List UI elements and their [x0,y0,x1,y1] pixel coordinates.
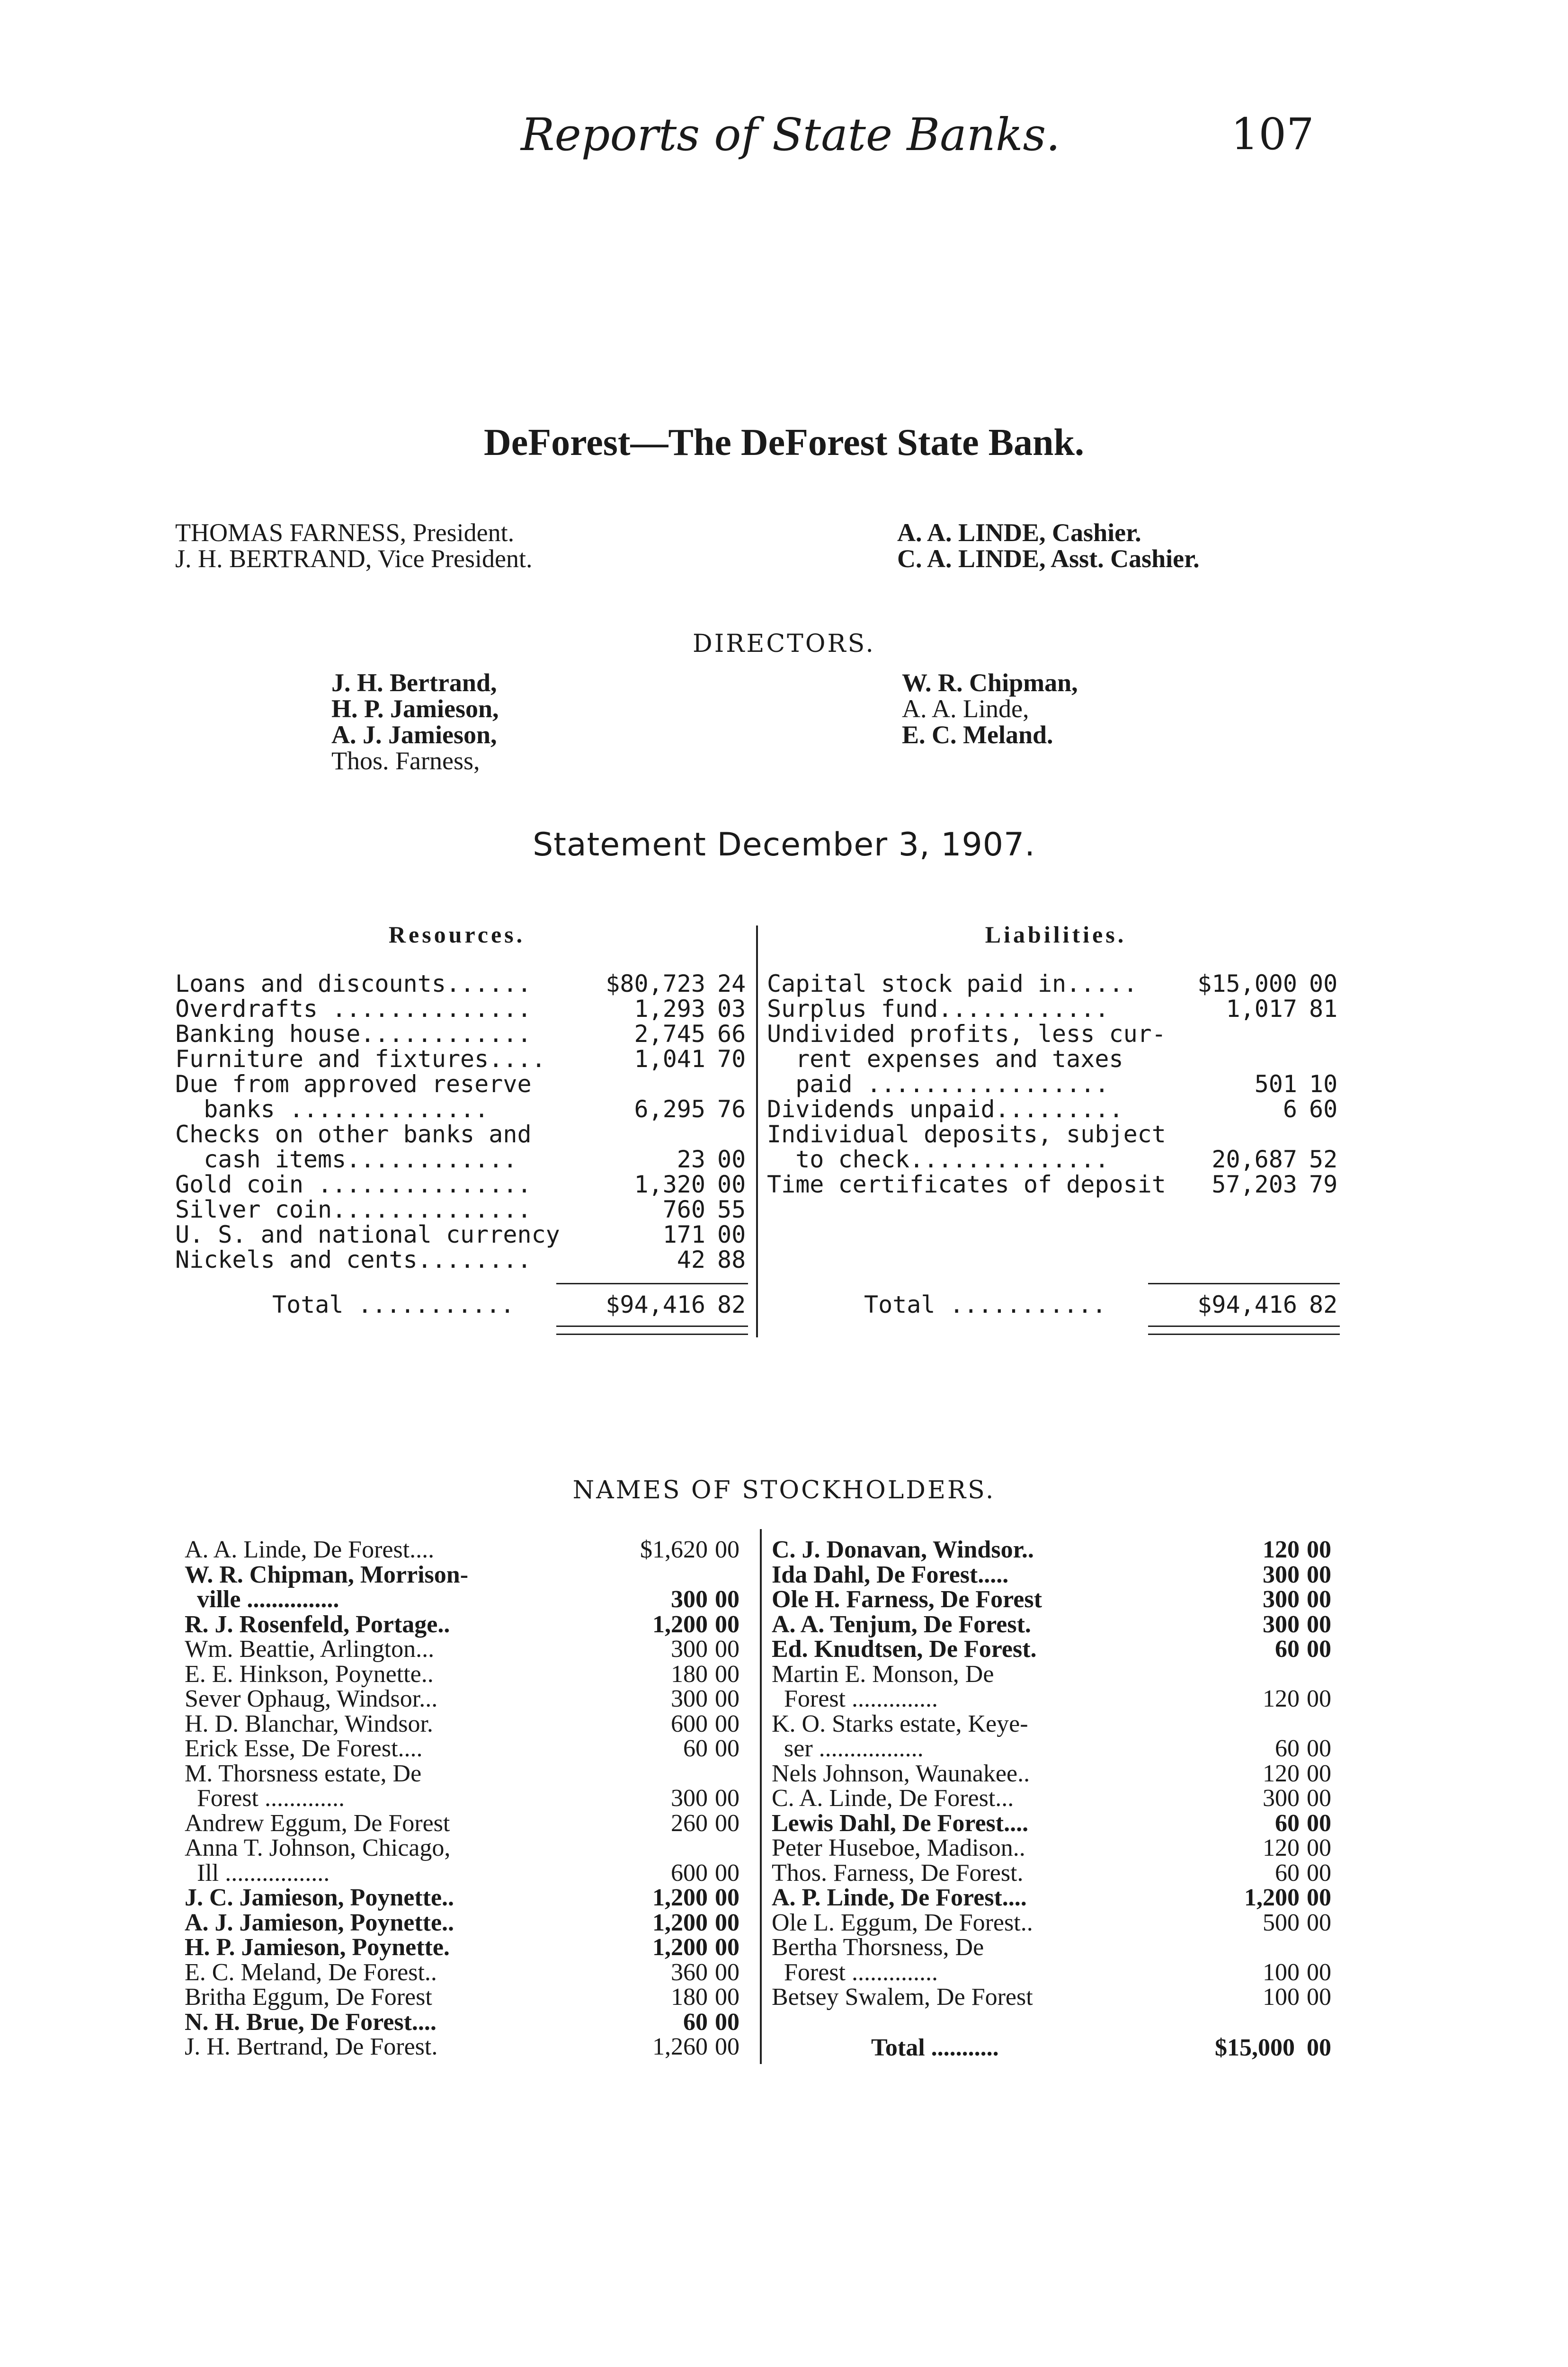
liabilities-dollars: 501 [1254,1070,1297,1098]
stockholder-dollars: 1,200 [652,1884,708,1911]
liabilities-dollars: $15,000 [1197,970,1297,997]
stockholder-name: K. O. Starks estate, Keye- [772,1710,1028,1737]
resources-total-label: Total ........... [272,1291,515,1318]
stockholder-dollars: 60 [1275,1735,1300,1762]
stockholder-cents: 00 [715,1934,739,1961]
stockholder-row [185,1960,753,1985]
stockholder-row [772,1861,1345,1886]
director-name: A. J. Jamieson, [331,721,497,749]
stockholder-dollars: 120 [1263,1685,1300,1712]
stockholder-dollars: 1,200 [652,1934,708,1961]
stockholder-cents: 00 [715,1735,739,1762]
liabilities-row [767,1097,1342,1122]
stockholder-dollars: 600 [671,1710,708,1737]
stockholder-row [185,1811,753,1836]
liabilities-dollars: 20,687 [1212,1146,1297,1173]
liabilities-dollars: 57,203 [1212,1171,1297,1198]
stockholder-row [185,1538,753,1562]
stockholders-heading: NAMES OF STOCKHOLDERS. [572,1476,996,1504]
stockholder-row [772,1811,1345,1836]
liabilities-heading: Liabilities. [985,921,1127,948]
bank-title: DeForest—The DeForest State Bank. [484,422,1084,463]
stockholder-cents: 00 [715,2008,739,2036]
liabilities-dollars: 6 [1283,1095,1297,1123]
stockholder-name: W. R. Chipman, Morrison- [185,1561,469,1588]
resources-cents: 24 [717,970,746,997]
stockholder-dollars: 300 [671,1586,708,1613]
stockholder-name: M. Thorsness estate, De [185,1760,422,1787]
stockholder-cents: 00 [1307,1958,1331,1986]
stockholder-dollars: 180 [671,1984,708,2011]
stockholder-cents: 00 [715,1859,739,1886]
stockholder-row [185,1886,753,1910]
resources-cents: 76 [717,1095,746,1123]
stockholder-cents: 00 [1307,1884,1331,1911]
stockholder-dollars: 120 [1263,1834,1300,1861]
resources-dollars: 2,745 [634,1020,705,1048]
stockholder-dollars: 300 [671,1785,708,1812]
stockholder-dollars: 120 [1263,1536,1300,1563]
stockholder-row [772,1612,1345,1637]
resources-row [175,1097,750,1122]
officer-asst-cashier: C. A. LINDE, Asst. Cashier. [897,544,1200,573]
stockholders-column-divider [760,1529,762,2064]
stockholder-cents: 00 [715,1636,739,1663]
stockholder-cents: 00 [1307,1586,1331,1613]
stockholder-name: Forest .............. [772,1685,938,1712]
liabilities-total-row [864,1292,1342,1317]
liabilities-label: to check.............. [767,1146,1109,1173]
stockholder-row [772,1687,1345,1711]
officer-cashier: A. A. LINDE, Cashier. [897,518,1141,547]
liabilities-total-dollars: $94,416 [1197,1291,1297,1318]
liabilities-row [767,1172,1342,1197]
stockholder-dollars: 500 [1263,1909,1300,1936]
running-header-title: Reports of State Banks. [521,109,1060,161]
stockholder-row [772,1911,1345,1935]
resources-dollars: 42 [677,1246,705,1273]
resources-cents: 70 [717,1045,746,1073]
stockholder-dollars: 120 [1263,1760,1300,1787]
stockholder-name: C. A. Linde, De Forest... [772,1785,1014,1812]
stockholder-name: H. D. Blanchar, Windsor. [185,1710,433,1737]
resources-row [175,997,750,1022]
stockholder-cents: 00 [1307,1859,1331,1886]
resources-label: banks .............. [175,1095,489,1123]
resources-label: Checks on other banks and [175,1121,532,1148]
stockholder-row [772,1712,1345,1736]
stockholder-dollars: 360 [671,1958,708,1986]
stockholder-name: Lewis Dahl, De Forest.... [772,1809,1029,1837]
stockholder-cents: 00 [1307,1735,1331,1762]
stockholder-cents: 00 [1307,1785,1331,1812]
stockholder-cents: 00 [1307,1636,1331,1663]
stockholder-name: Thos. Farness, De Forest. [772,1859,1024,1886]
stockholder-name: Erick Esse, De Forest.... [185,1735,423,1762]
directors-left [331,670,499,774]
stockholder-dollars: 180 [671,1660,708,1688]
stockholder-name: Ed. Knudtsen, De Forest. [772,1636,1037,1663]
officers-left [175,520,532,572]
liabilities-label: Dividends unpaid......... [767,1095,1123,1123]
stockholder-dollars: 1,200 [652,1611,708,1638]
stockholder-cents: 00 [715,1884,739,1911]
stockholder-row [185,1662,753,1687]
stockholder-dollars: 60 [1275,1859,1300,1886]
resources-label: Overdrafts .............. [175,995,532,1023]
liabilities-label: Individual deposits, subject [767,1121,1166,1148]
stockholder-dollars: 300 [1263,1586,1300,1613]
statement-column-divider [756,925,758,1337]
stockholder-name: Peter Huseboe, Madison.. [772,1834,1025,1861]
stockholders-total-label: Total ........... [871,2034,999,2061]
statement-title: Statement December 3, 1907. [533,826,1035,863]
liabilities-row [767,1072,1342,1097]
liabilities-label: Undivided profits, less cur- [767,1020,1166,1048]
resources-cents: 00 [717,1221,746,1248]
resources-label: Furniture and fixtures.... [175,1045,546,1073]
resources-label: Loans and discounts...... [175,970,532,997]
stockholder-dollars: 260 [671,1809,708,1837]
stockholder-dollars: 600 [671,1859,708,1886]
stockholder-dollars: 100 [1263,1958,1300,1986]
resources-dollars: 6,295 [634,1095,705,1123]
stockholder-cents: 00 [715,1710,739,1737]
resources-cents: 55 [717,1196,746,1223]
stockholder-row [185,1687,753,1711]
liabilities-row [767,1147,1342,1172]
stockholder-name: A. J. Jamieson, Poynette.. [185,1909,454,1936]
stockholder-cents: 00 [1307,1561,1331,1588]
liabilities-row [767,971,1342,997]
stockholder-dollars: $1,620 [640,1536,708,1563]
resources-heading: Resources. [388,921,526,948]
liabilities-cents: 00 [1309,970,1338,997]
stockholder-row [772,1563,1345,1587]
liabilities-cents: 81 [1309,995,1338,1023]
stockholder-row [772,1637,1345,1662]
director-name: Thos. Farness, [331,747,480,775]
stockholder-cents: 00 [1307,1760,1331,1787]
stockholder-name: A. A. Tenjum, De Forest. [772,1611,1031,1638]
resources-label: cash items............ [175,1146,517,1173]
resources-row [175,971,750,997]
stockholder-cents: 00 [715,1958,739,1986]
resources-row [175,1047,750,1072]
resources-cents: 66 [717,1020,746,1048]
stockholder-name: Ole L. Eggum, De Forest.. [772,1909,1033,1936]
stockholder-name: J. H. Bertrand, De Forest. [185,2033,438,2060]
liabilities-total-cents: 82 [1309,1291,1338,1318]
stockholder-row [185,1786,753,1811]
stockholder-row [185,2010,753,2035]
stockholder-name: ville ............... [185,1586,339,1613]
stockholder-cents: 00 [715,2033,739,2060]
liabilities-label: rent expenses and taxes [767,1045,1123,1073]
stockholder-name: Anna T. Johnson, Chicago, [185,1834,451,1861]
stockholder-name: A. P. Linde, De Forest.... [772,1884,1027,1911]
stockholder-dollars: 100 [1263,1984,1300,2011]
stockholder-cents: 00 [1307,1809,1331,1837]
stockholder-dollars: 60 [1275,1809,1300,1837]
liabilities-row [767,1047,1342,1072]
resources-total-rule [556,1283,748,1284]
liabilities-row [767,1122,1342,1147]
stockholder-row [185,2035,753,2059]
director-name: H. P. Jamieson, [331,694,499,723]
stockholder-dollars: 60 [683,1735,708,1762]
resources-row [175,1072,750,1097]
resources-dollars: 1,320 [634,1171,705,1198]
resources-double-rule [556,1326,748,1335]
resources-dollars: 1,293 [634,995,705,1023]
stockholder-row [772,1886,1345,1910]
stockholder-row [772,1762,1345,1786]
stockholder-dollars: 300 [1263,1561,1300,1588]
resources-label: Banking house............ [175,1020,532,1048]
liabilities-cents: 79 [1309,1171,1338,1198]
stockholder-dollars: 60 [1275,1636,1300,1663]
stockholder-row [185,1836,753,1860]
stockholder-row [185,1762,753,1786]
resources-row [175,1197,750,1222]
resources-row [175,1247,750,1272]
stockholder-dollars: 300 [671,1685,708,1712]
liabilities-double-rule [1148,1326,1340,1335]
resources-row [175,1122,750,1147]
stockholders-total-dollars: $15,000 [1215,2034,1295,2061]
stockholder-name: Forest .............. [772,1958,938,1986]
stockholder-row [185,1712,753,1736]
stockholder-name: R. J. Rosenfeld, Portage.. [185,1611,450,1638]
stockholder-dollars: 60 [683,2008,708,2036]
director-name: W. R. Chipman, [902,668,1078,697]
liabilities-label: paid ................. [767,1070,1109,1098]
resources-dollars: 171 [662,1221,705,1248]
officer-vice-president: J. H. BERTRAND, Vice President. [175,544,533,573]
resources-label: U. S. and national currency [175,1221,560,1248]
officer-president: THOMAS FARNESS, President. [175,518,515,547]
stockholder-name: Betsey Swalem, De Forest [772,1984,1033,2011]
resources-cents: 03 [717,995,746,1023]
stockholder-name: E. E. Hinkson, Poynette.. [185,1660,434,1688]
stockholder-row [772,1985,1345,2010]
resources-total-dollars: $94,416 [606,1291,705,1318]
stockholder-name: A. A. Linde, De Forest.... [185,1536,435,1563]
stockholder-cents: 00 [1307,1909,1331,1936]
liabilities-total-label: Total ........... [864,1291,1106,1318]
stockholder-cents: 00 [715,1611,739,1638]
stockholder-name: Andrew Eggum, De Forest [185,1809,450,1837]
stockholder-cents: 00 [715,1785,739,1812]
stockholder-row [185,1935,753,1960]
stockholder-row [772,1960,1345,1985]
stockholder-name: Bertha Thorsness, De [772,1934,984,1961]
stockholder-name: N. H. Brue, De Forest.... [185,2008,437,2036]
resources-total-cents: 82 [717,1291,746,1318]
stockholder-dollars: 1,200 [652,1909,708,1936]
stockholder-row [772,1935,1345,1960]
stockholder-cents: 00 [715,1586,739,1613]
stockholder-name: Sever Ophaug, Windsor... [185,1685,438,1712]
stockholder-name: ser ................. [772,1735,924,1762]
resources-cents: 00 [717,1146,746,1173]
stockholder-row [185,1612,753,1637]
directors-heading: DIRECTORS. [693,630,875,658]
resources-dollars: 23 [677,1146,705,1173]
stockholder-cents: 00 [715,1660,739,1688]
stockholder-name: Wm. Beattie, Arlington... [185,1636,435,1663]
liabilities-row [767,997,1342,1022]
stockholders-total-row [871,2036,1345,2060]
stockholder-row [185,1563,753,1587]
stockholder-name: J. C. Jamieson, Poynette.. [185,1884,454,1911]
stockholder-row [772,1736,1345,1761]
resources-row [175,1172,750,1197]
resources-label: Silver coin.............. [175,1196,532,1223]
resources-label: Nickels and cents........ [175,1246,532,1273]
resources-row [175,1222,750,1247]
stockholder-row [772,1587,1345,1612]
stockholder-row [772,1836,1345,1860]
stockholder-name: C. J. Donavan, Windsor.. [772,1536,1034,1563]
stockholder-cents: 00 [1307,1611,1331,1638]
liabilities-cents: 52 [1309,1146,1338,1173]
stockholder-cents: 00 [1307,1685,1331,1712]
resources-cents: 88 [717,1246,746,1273]
stockholder-dollars: 300 [1263,1785,1300,1812]
resources-total-row [272,1292,750,1317]
resources-dollars: $80,723 [606,970,705,997]
stockholder-name: Martin E. Monson, De [772,1660,994,1688]
liabilities-cents: 10 [1309,1070,1338,1098]
stockholder-cents: 00 [1307,1834,1331,1861]
stockholder-name: Ole H. Farness, De Forest [772,1586,1042,1613]
director-name: E. C. Meland. [902,721,1053,749]
stockholder-name: E. C. Meland, De Forest.. [185,1958,437,1986]
stockholder-row [185,1736,753,1761]
stockholder-cents: 00 [1307,1536,1331,1563]
stockholder-cents: 00 [715,1909,739,1936]
resources-dollars: 1,041 [634,1045,705,1073]
liabilities-total-rule [1148,1283,1340,1284]
resources-label: Gold coin ............... [175,1171,532,1198]
resources-label: Due from approved reserve [175,1070,532,1098]
stockholder-dollars: 1,260 [652,2033,708,2060]
stockholder-dollars: 300 [671,1636,708,1663]
liabilities-label: Capital stock paid in..... [767,970,1138,997]
stockholder-cents: 00 [715,1685,739,1712]
stockholder-row [772,1538,1345,1562]
stockholder-row [185,1587,753,1612]
stockholder-name: Forest ............. [185,1785,345,1812]
stockholder-cents: 00 [715,1984,739,2011]
stockholder-name: Ill ................. [185,1859,330,1886]
stockholder-row [772,1662,1345,1687]
stockholder-row [185,1637,753,1662]
stockholder-row [185,1911,753,1935]
liabilities-dollars: 1,017 [1226,995,1297,1023]
liabilities-label: Surplus fund............ [767,995,1109,1023]
stockholder-name: Nels Johnson, Waunakee.. [772,1760,1030,1787]
resources-dollars: 760 [662,1196,705,1223]
stockholder-cents: 00 [715,1536,739,1563]
stockholder-row [185,1861,753,1886]
stockholder-dollars: 1,200 [1244,1884,1300,1911]
page-number: 107 [1231,109,1314,160]
stockholder-dollars: 300 [1263,1611,1300,1638]
resources-row [175,1022,750,1047]
resources-row [175,1147,750,1172]
stockholder-name: H. P. Jamieson, Poynette. [185,1934,450,1961]
liabilities-cents: 60 [1309,1095,1338,1123]
stockholder-name: Britha Eggum, De Forest [185,1984,432,2011]
directors-right [902,670,1078,748]
stockholder-row [185,1985,753,2010]
stockholder-row [772,1786,1345,1811]
officers-right [897,520,1200,572]
resources-cents: 00 [717,1171,746,1198]
liabilities-label: Time certificates of deposit [767,1171,1166,1198]
director-name: A. A. Linde, [902,694,1029,723]
stockholder-cents: 00 [1307,1984,1331,2011]
liabilities-row [767,1022,1342,1047]
stockholders-total-cents: 00 [1307,2034,1331,2061]
stockholder-name: Ida Dahl, De Forest..... [772,1561,1009,1588]
director-name: J. H. Bertrand, [331,668,497,697]
stockholder-cents: 00 [715,1809,739,1837]
